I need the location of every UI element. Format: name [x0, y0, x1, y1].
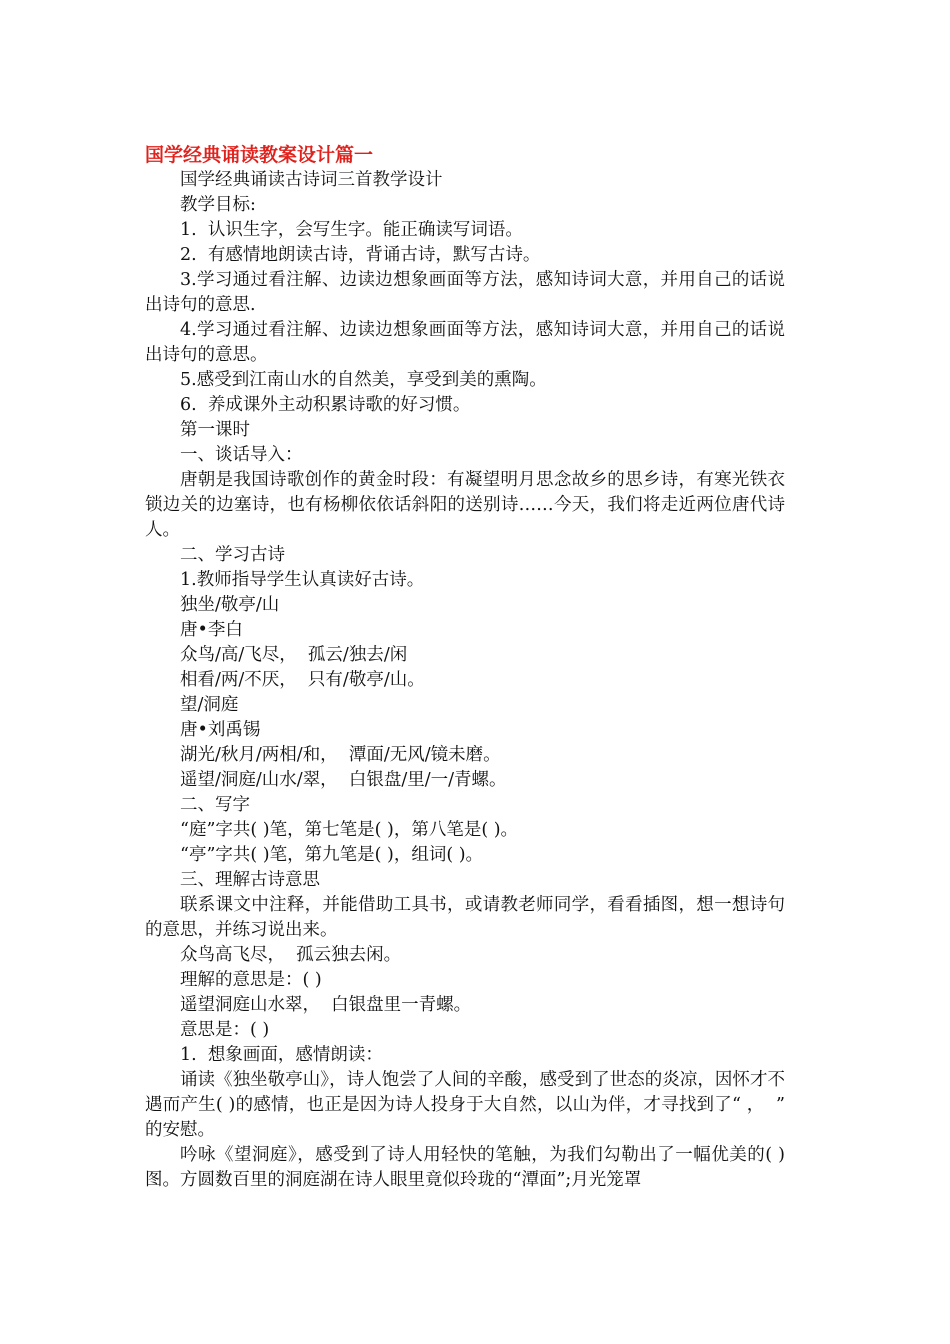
- paragraph: 1. 认识生字，会写生字。能正确读写词语。: [180, 220, 523, 240]
- paragraph: 6. 养成课外主动积累诗歌的好习惯。: [180, 395, 471, 415]
- paragraph: 湖光/秋月/两相/和， 潭面/无风/镜未磨。: [180, 745, 501, 765]
- paragraph: 唐•李白: [180, 620, 243, 640]
- paragraph: 1.教师指导学生认真读好古诗。: [180, 570, 425, 590]
- paragraph: 3.学习通过看注解、边读边想象画面等方法，感知诗词大意，并用自己的话说出诗句的意思.: [145, 270, 785, 315]
- paragraph: 二、写字: [180, 795, 250, 815]
- paragraph: 望/洞庭: [180, 695, 239, 715]
- paragraph: 唐朝是我国诗歌创作的黄金时段：有凝望明月思念故乡的思乡诗，有寒光铁衣锁边关的边塞诗，也有杨柳依依话斜阳的送别诗……今天，我们将走近两位唐代诗人。: [145, 470, 785, 540]
- paragraph: 4.学习通过看注解、边读边想象画面等方法，感知诗词大意，并用自己的话说出诗句的意思。: [145, 320, 785, 365]
- document-title: 国学经典诵读教案设计篇一: [145, 144, 374, 166]
- document-page: [145, 143, 791, 1193]
- paragraph: 独坐/敬亭/山: [180, 595, 280, 615]
- paragraph: 吟咏《望洞庭》，感受到了诗人用轻快的笔触，为我们勾勒出了一幅优美的( )图。方圆数百里的洞庭湖在诗人眼里竟似玲珑的“潭面”;月光笼罩: [145, 1145, 785, 1190]
- paragraph: 众鸟高飞尽， 孤云独去闲。: [180, 945, 402, 965]
- paragraph: 1. 想象画面，感情朗读：: [180, 1045, 383, 1065]
- paragraph: “庭”字共( )笔，第七笔是( )，第八笔是( )。: [180, 820, 519, 840]
- paragraph: 三、理解古诗意思: [180, 870, 320, 890]
- paragraph: 第一课时: [180, 420, 250, 440]
- paragraph: “亭”字共( )笔，第九笔是( )，组词( )。: [180, 845, 484, 865]
- document-body: [145, 168, 791, 1193]
- paragraph: 众鸟/高/飞尽， 孤云/独去/闲: [180, 645, 408, 665]
- paragraph: 遥望洞庭山水翠， 白银盘里一青螺。: [180, 995, 472, 1015]
- paragraph: 意思是：( ): [180, 1020, 270, 1040]
- paragraph: 二、学习古诗: [180, 545, 285, 565]
- paragraph: 2. 有感情地朗读古诗，背诵古诗，默写古诗。: [180, 245, 541, 265]
- paragraph: 遥望/洞庭/山水/翠， 白银盘/里/一/青螺。: [180, 770, 507, 790]
- paragraph: 唐•刘禹锡: [180, 720, 261, 740]
- paragraph: 5.感受到江南山水的自然美，享受到美的熏陶。: [180, 370, 547, 390]
- paragraph: 国学经典诵读古诗词三首教学设计: [180, 170, 443, 190]
- paragraph: 理解的意思是：( ): [180, 970, 322, 990]
- paragraph: 联系课文中注释，并能借助工具书，或请教老师同学，看看插图，想一想诗句的意思，并练习说出来。: [145, 895, 785, 940]
- paragraph: 一、谈话导入：: [180, 445, 303, 465]
- paragraph: 诵读《独坐敬亭山》，诗人饱尝了人间的辛酸，感受到了世态的炎凉，因怀才不遇而产生( )的感情，也正是因为诗人投身于大自然，以山为伴，才寻找到了“ ， ” 的安慰。: [145, 1070, 791, 1140]
- paragraph: 相看/两/不厌， 只有/敬亭/山。: [180, 670, 425, 690]
- paragraph: 教学目标:: [180, 195, 256, 215]
